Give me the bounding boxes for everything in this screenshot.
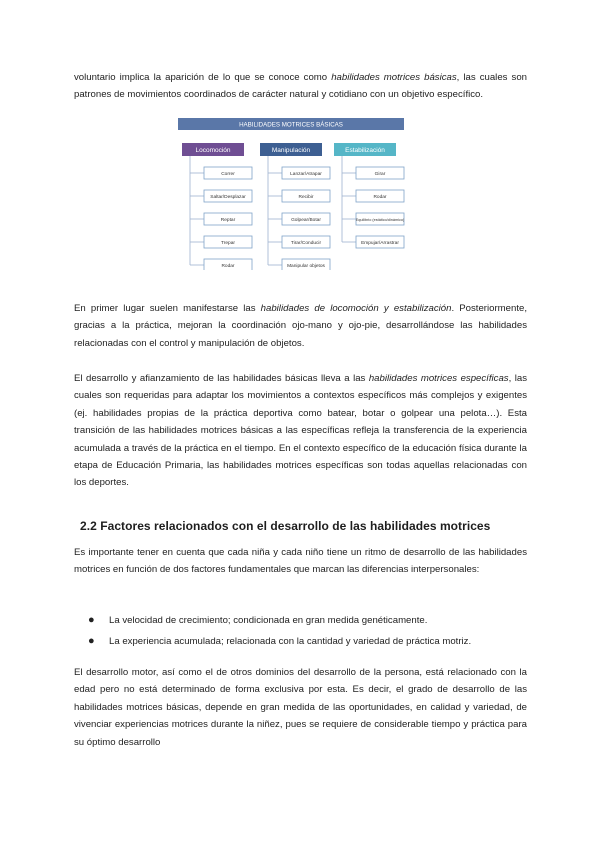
intro-emphasis: habilidades motrices básicas [331, 72, 457, 83]
intro-paragraph [74, 69, 527, 104]
bullet-item [88, 612, 528, 633]
bullet-dot: ● [88, 614, 95, 626]
para1-emphasis: habilidades de locomoción y estabilización [260, 303, 452, 314]
para2-emphasis: habilidades motrices específicas [368, 373, 509, 384]
intro-text-1: voluntario implica la aparición de lo que se conoce como [74, 72, 332, 83]
category-label: Locomoción [195, 147, 231, 154]
skill-label: Saltar/Desplazar [210, 195, 246, 200]
bullet-item [88, 633, 528, 654]
bullet-text: La velocidad de crecimiento; condicionada en gran medida genéticamente. [109, 615, 428, 626]
para1-text-2: . Posteriormente, gracias a la práctica, mejoran la coordinación ojo-mano y ojo-pie, desarrollándose las habilidades relacionadas con el control y manipulación de objetos. [74, 303, 527, 349]
diagram-title: HABILIDADES MOTRICES BÁSICAS [239, 121, 343, 129]
skill-label: Manipular objetos [287, 264, 325, 269]
skill-label: Reptar [220, 218, 236, 223]
bullet-dot: ● [88, 635, 95, 647]
skill-label: Correr [221, 172, 235, 177]
paragraph-3: Es importante tener en cuenta que cada niña y cada niño tiene un ritmo de desarrollo de las habilidades motrices en función de dos factores fundamentales que marcan las diferencias interpersonales: [74, 547, 527, 576]
category-label: Manipulación [271, 147, 311, 154]
bullet-list [88, 612, 528, 654]
skill-label: Lanzar/Atrapar [290, 172, 322, 177]
section-heading: 2.2 Factores relacionados con el desarrollo de las habilidades motrices [80, 519, 491, 533]
intro-text-2: , las cuales son patrones de movimientos coordinados de carácter natural y cotidiano con un objetivo específico. [74, 72, 527, 101]
skill-label: Golpear/Botar [291, 218, 321, 223]
paragraph-1 [74, 300, 527, 352]
skill-label: Recibir [298, 195, 314, 200]
para2-text-2: , las cuales son requeridas para adaptar los movimientos a contextos específicos más complejos y exigentes (ej. habilidades propias de la práctica deportiva como batear, botar o golpear una pelota…). Esta transición de las habilidades motrices básicas a las específicas refleja la transferencia de la experiencia acumulada a través de la práctica en el tiempo. En el contexto específico de la educación física durante la etapa de Educación Primaria, las habilidades motrices específicas son todas aquellas relacionadas con los deportes. [74, 373, 527, 489]
skill-label: Equilibrio (estático/dinámico) [355, 218, 405, 222]
skill-label: Empujar/Arrastrar [361, 241, 399, 246]
skill-label: Tirar/Conducir [290, 241, 322, 246]
para2-text-1: El desarrollo y afianzamiento de las habilidades básicas lleva a las [74, 373, 369, 384]
skill-label: Girar [374, 172, 386, 177]
skill-label: Rodar [221, 264, 235, 269]
motor-skills-diagram [178, 118, 408, 270]
para1-text-1: En primer lugar suelen manifestarse las [74, 303, 261, 314]
skill-label: Rodar [373, 195, 387, 200]
skill-label: Trepar [221, 241, 235, 246]
category-label: Estabilización [345, 147, 385, 154]
bullet-text: La experiencia acumulada; relacionada con la cantidad y variedad de práctica motriz. [109, 636, 472, 647]
paragraph-2 [74, 370, 527, 492]
paragraph-4: El desarrollo motor, así como el de otros dominios del desarrollo de la persona, está relacionado con la edad pero no está determinado de forma exclusiva por esta. Es decir, el grado de desarrollo de las habilidades motrices básicas, depende en gran medida de las oportunidades, en calidad y variedad, de vivenciar experiencias motrices durante la niñez, pues se requiere de considerable tiempo y práctica para su óptimo desarrollo [74, 667, 527, 748]
